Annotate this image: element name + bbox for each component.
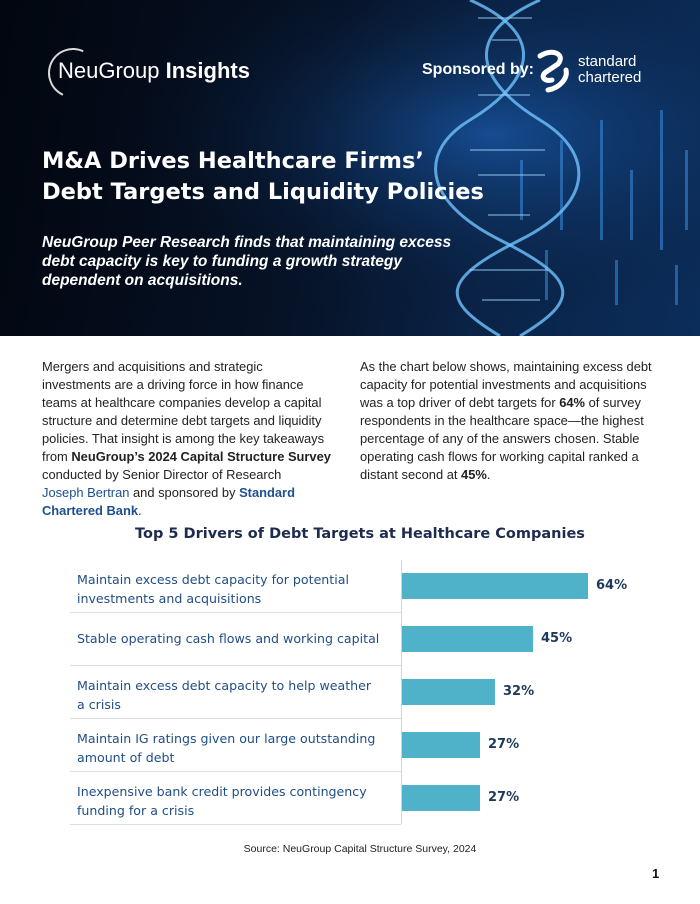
sponsored-by-label: Sponsored by: xyxy=(422,61,535,78)
category-line: funding for a crisis xyxy=(77,803,195,818)
body-text-line xyxy=(360,394,665,412)
body-text-line: structure and determine debt targets and liquidity xyxy=(42,413,322,428)
chart-bar xyxy=(402,785,480,811)
category-line: Maintain IG ratings given our large outstanding xyxy=(77,731,376,746)
body-text: from xyxy=(42,449,72,464)
subhead-line: debt capacity is key to funding a growth strategy xyxy=(42,253,403,270)
logo-text-prefix: NeuGroup xyxy=(58,58,160,83)
chart-row xyxy=(70,719,401,772)
body-text-line: operating cash flows for working capital ranked a xyxy=(360,449,639,464)
body-text-line xyxy=(42,502,347,520)
category-line: Stable operating cash flows and working capital xyxy=(77,631,380,646)
subhead-line: NeuGroup Peer Research finds that maintaining excess xyxy=(42,234,452,251)
body-column-right xyxy=(360,358,665,484)
chart-row xyxy=(70,613,401,666)
page-number: 1 xyxy=(652,866,660,881)
author-link[interactable]: Joseph Bertran xyxy=(42,485,130,500)
chart-category-label xyxy=(77,729,397,767)
chart-title: Top 5 Drivers of Debt Targets at Healthcare Companies xyxy=(135,526,585,542)
chart-value-label: 64% xyxy=(596,578,628,593)
body-text: . xyxy=(486,467,491,482)
body-text-line: investments are a driving force in how finance xyxy=(42,377,304,392)
headline-line: Debt Targets and Liquidity Policies xyxy=(42,179,484,205)
survey-name: NeuGroup’s 2024 Capital Structure Survey xyxy=(71,449,331,464)
chart-category-label xyxy=(77,782,397,820)
chart-source-note: Source: NeuGroup Capital Structure Survey, 2024 xyxy=(243,843,477,855)
chart-category-label xyxy=(77,570,397,608)
highlight-value: 45% xyxy=(461,467,487,482)
chart-row xyxy=(70,666,401,719)
sponsor-name-line2: chartered xyxy=(578,69,642,86)
body-column-left xyxy=(42,358,347,520)
body-text-line xyxy=(42,484,347,502)
body-text-line xyxy=(42,448,347,466)
sponsor-link[interactable]: Chartered Bank xyxy=(42,503,138,518)
chart-bar xyxy=(402,679,495,705)
chart-bar xyxy=(402,626,533,652)
chart-bar xyxy=(402,573,588,599)
sponsor-name-line1: standard xyxy=(578,53,637,70)
chart-row xyxy=(70,560,401,613)
body-text: distant second at xyxy=(360,467,462,482)
chart-value-label: 27% xyxy=(488,737,520,752)
category-line: Maintain excess debt capacity to help weather xyxy=(77,678,372,693)
chart-value-label: 27% xyxy=(488,790,520,805)
highlight-value: 64% xyxy=(559,395,586,410)
chart-row xyxy=(70,772,401,825)
chart-category-label xyxy=(77,629,397,648)
chart-value-label: 32% xyxy=(503,684,535,699)
body-text: . xyxy=(138,503,142,518)
body-text-line: capacity for potential investments and acquisitions xyxy=(360,377,647,392)
chart-category-label xyxy=(77,676,397,714)
subheadline xyxy=(42,233,482,290)
body-text-line: policies. That insight is among the key takeaways xyxy=(42,431,325,446)
standard-chartered-logo-icon xyxy=(536,48,572,94)
headline-line: M&A Drives Healthcare Firms’ xyxy=(42,148,424,174)
category-line: Inexpensive bank credit provides contingency xyxy=(77,784,367,799)
headline xyxy=(42,146,562,208)
subhead-line: dependent on acquisitions. xyxy=(42,272,243,289)
chart-bar xyxy=(402,732,480,758)
category-line: Maintain excess debt capacity for potential xyxy=(77,572,349,587)
category-line: a crisis xyxy=(77,697,121,712)
sponsor-link[interactable]: Standard xyxy=(239,485,295,500)
body-text: of survey xyxy=(585,395,641,410)
body-text: and sponsored by xyxy=(129,485,240,500)
logo-text-suffix: Insights xyxy=(159,58,250,83)
logo-text xyxy=(58,58,250,84)
body-text-line: Mergers and acquisitions and strategic xyxy=(42,359,263,374)
body-text-line: respondents in the healthcare space—the highest xyxy=(360,413,644,428)
category-line: investments and acquisitions xyxy=(77,591,262,606)
category-line: amount of debt xyxy=(77,750,175,765)
body-text-line: conducted by Senior Director of Research xyxy=(42,467,282,482)
hero-banner xyxy=(0,0,700,336)
standard-chartered-wordmark xyxy=(578,54,698,86)
body-text-line: teams at healthcare companies develop a capital xyxy=(42,395,322,410)
body-text-line: As the chart below shows, maintaining excess debt xyxy=(360,359,652,374)
body-text-line: percentage of any of the answers chosen. Stable xyxy=(360,431,640,446)
chart-value-label: 45% xyxy=(541,631,573,646)
body-text-line xyxy=(360,466,665,484)
body-text: was a top driver of debt targets for xyxy=(360,395,560,410)
